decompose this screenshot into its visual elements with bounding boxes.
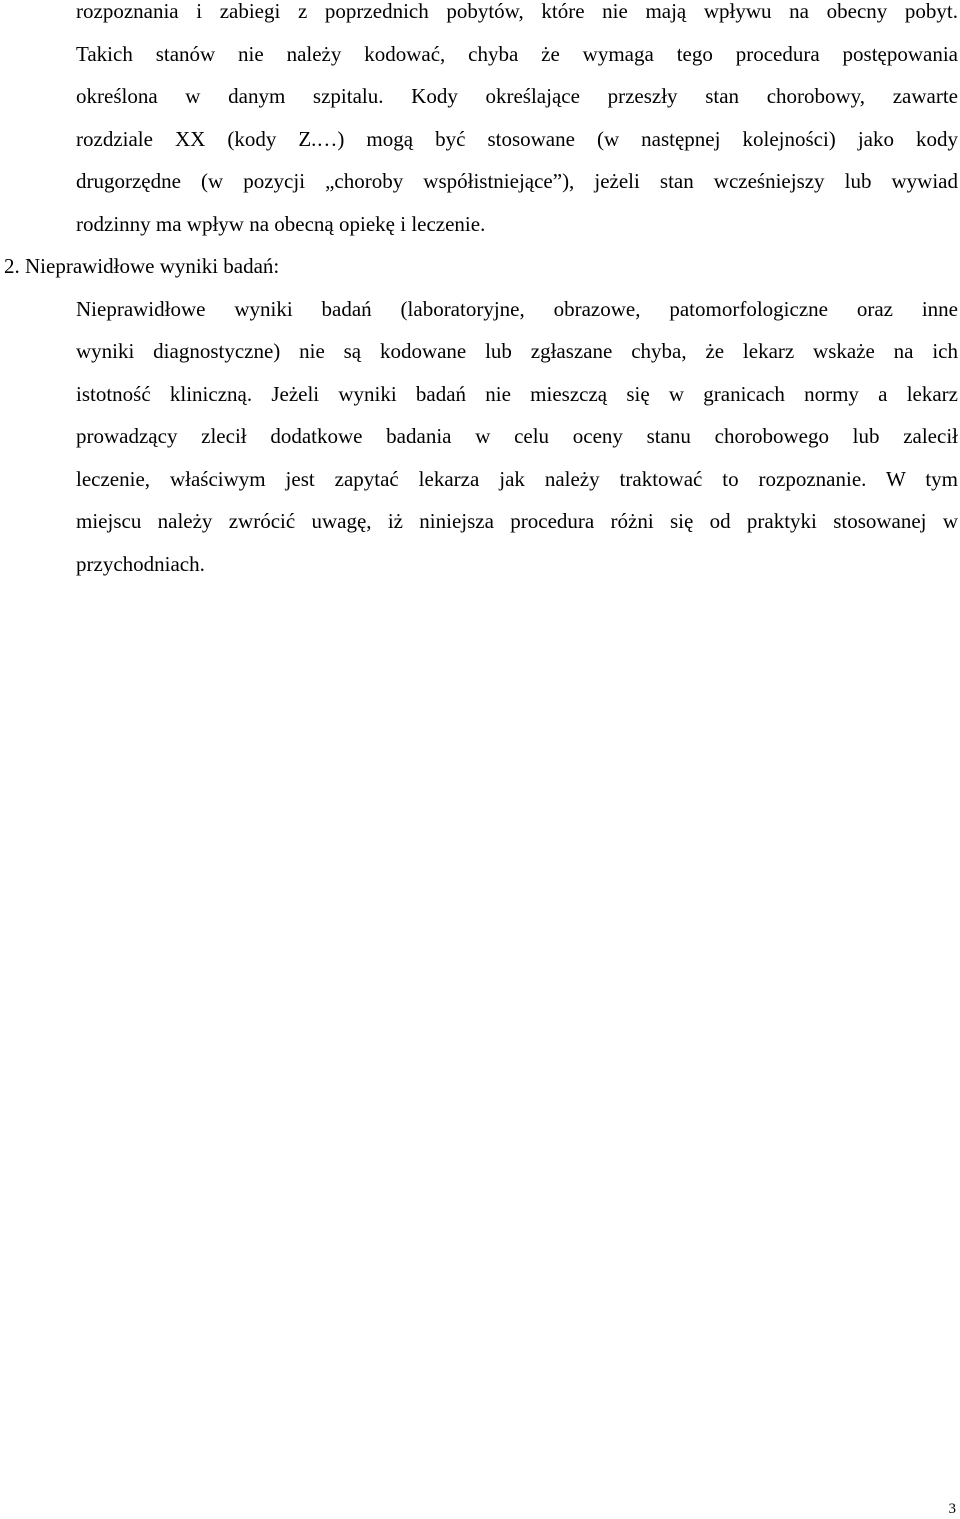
paragraph1-line-5: drugorzędne (w pozycji „choroby współistniejące”), jeżeli stan wcześniejszy lub wywiad [76,169,958,193]
paragraph2-line-3: istotność kliniczną. Jeżeli wyniki badań nie mieszczą się w granicach normy a lekarz [76,382,958,406]
section-2-heading: 2. Nieprawidłowe wyniki badań: [4,254,280,278]
paragraph1-line-3: określona w danym szpitalu. Kody określające przeszły stan chorobowy, zawarte [76,84,958,108]
paragraph2-line-6: miejscu należy zwrócić uwagę, iż niniejsza procedura różni się od praktyki stosowanej w [76,509,958,533]
paragraph2-line-7: przychodniach. [76,552,205,576]
paragraph1-line-6: rodzinny ma wpływ na obecną opiekę i leczenie. [76,212,486,236]
paragraph2-line-4: prowadzący zlecił dodatkowe badania w celu oceny stanu chorobowego lub zalecił [76,424,958,448]
paragraph1-line-2: Takich stanów nie należy kodować, chyba że wymaga tego procedura postępowania [76,42,958,66]
paragraph1-line-1: rozpoznania i zabiegi z poprzednich pobytów, które nie mają wpływu na obecny pobyt. [76,0,958,23]
paragraph1-line-4: rozdziale XX (kody Z.…) mogą być stosowane (w następnej kolejności) jako kody [76,127,958,151]
paragraph2-line-1: Nieprawidłowe wyniki badań (laboratoryjne, obrazowe, patomorfologiczne oraz inne [76,297,958,321]
paragraph2-line-5: leczenie, właściwym jest zapytać lekarza jak należy traktować to rozpoznanie. W tym [76,467,958,491]
page-number: 3 [948,1501,956,1517]
paragraph2-line-2: wyniki diagnostyczne) nie są kodowane lub zgłaszane chyba, że lekarz wskaże na ich [76,339,958,363]
